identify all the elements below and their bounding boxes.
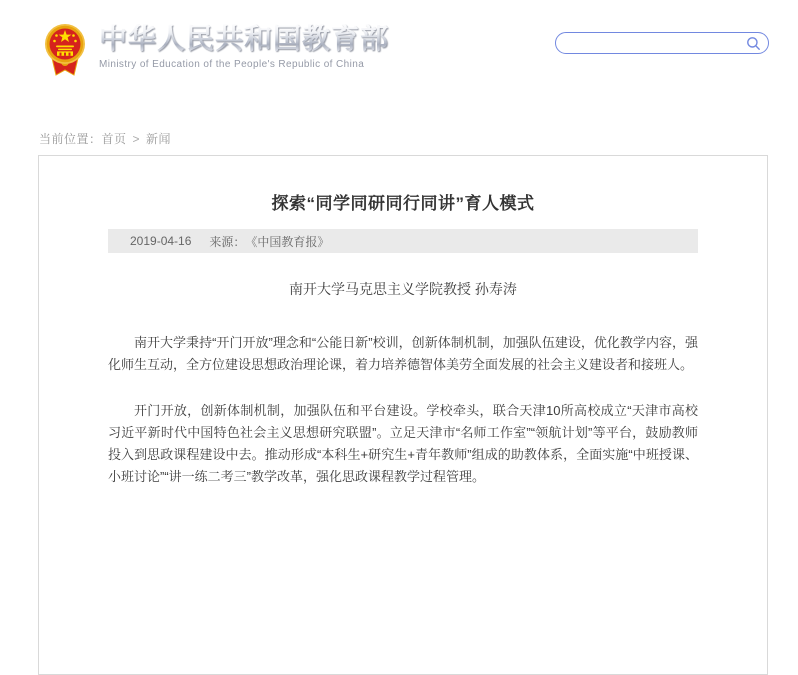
site-subtitle: Ministry of Education of the People's Republic of China <box>99 58 365 70</box>
article-card <box>38 155 768 675</box>
breadcrumb-separator: > <box>132 132 141 146</box>
article-source: 《中国教育报》 <box>245 234 330 249</box>
article-title: 探索“同学同研同行同讲”育人模式 <box>271 194 535 213</box>
article-paragraph: 南开大学秉持“开门开放”理念和“公能日新”校训，创新体制机制，加强队伍建设，优化教学内容，强化师生互动，全方位建设思想政治理论课，着力培养德智体美劳全面发展的社会主义建设者和接班人。 <box>108 335 698 372</box>
article-date: 2019-04-16 <box>130 234 192 248</box>
site-title: 中华人民共和国教育部 <box>99 23 390 54</box>
site-logo[interactable] <box>43 20 389 77</box>
search-icon <box>746 36 761 51</box>
breadcrumb-current-link[interactable]: 新闻 <box>146 132 172 146</box>
article-meta-bar <box>108 229 698 253</box>
national-emblem-icon <box>43 20 87 77</box>
site-header <box>0 0 798 110</box>
breadcrumb <box>39 130 171 147</box>
article-source-label: 来源： <box>209 234 246 249</box>
article-paragraph: 开门开放，创新体制机制，加强队伍和平台建设。学校牵头，联合天津10所高校成立“天津市高校习近平新时代中国特色社会主义思想研究联盟”。立足天津市“名师工作室”“领航计划”等平台，鼓励教师投入到思政课程建设中去。推动形成“本科生+研究生+青年教师”组成的助教体系，全面实施“中班授课、小班讨论”“讲一练二考三”教学改革，强化思政课程教学过程管理。 <box>108 403 698 484</box>
breadcrumb-home-link[interactable]: 首页 <box>101 132 127 146</box>
breadcrumb-prefix: 当前位置： <box>39 132 102 146</box>
article-byline: 南开大学马克思主义学院教授 孙寿涛 <box>289 281 517 297</box>
search-input[interactable] <box>556 33 744 53</box>
search-button[interactable] <box>744 33 768 53</box>
search-box <box>555 32 769 54</box>
article-body <box>108 332 698 488</box>
